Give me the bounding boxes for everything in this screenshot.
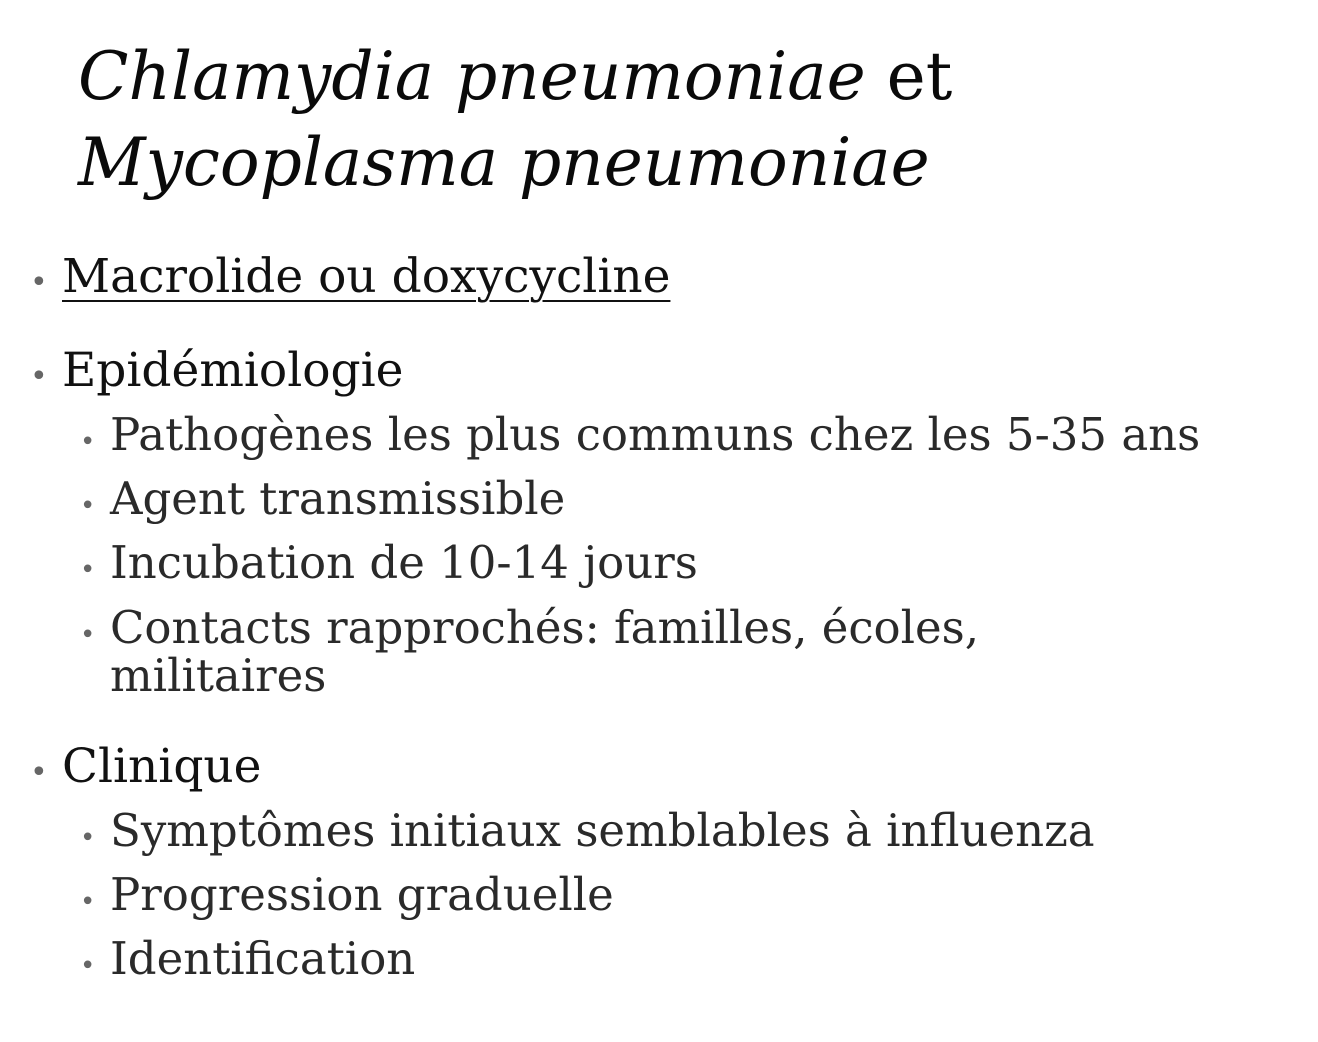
title-organism-2: Mycoplasma pneumoniae [78, 124, 930, 201]
bullet-marker: • [30, 359, 48, 394]
sub-bullet [80, 870, 614, 927]
sub-bullet-marker: • [80, 951, 96, 981]
sub-bullet [80, 934, 415, 991]
sub-bullet-marker: • [80, 823, 96, 853]
slide-title [78, 34, 1278, 206]
bullet-clinical [30, 740, 262, 800]
sub-bullet [80, 410, 1200, 467]
sub-bullet [80, 806, 1095, 863]
sub-bullet-text: Contacts rapprochés: familles, écoles, militaires [110, 601, 980, 702]
sub-bullet-text: Incubation de 10-14 jours [110, 536, 698, 589]
sub-bullet-marker: • [80, 555, 96, 585]
sub-bullet [80, 601, 1110, 702]
title-conjunction: et [865, 38, 953, 115]
sub-bullet-text: Pathogènes les plus communs chez les 5-35 ans [110, 408, 1201, 461]
sub-bullet-marker: • [80, 427, 96, 457]
sub-bullet-marker: • [80, 491, 96, 521]
bullet-text: Epidémiologie [62, 343, 404, 398]
sub-bullet-marker: • [80, 620, 96, 650]
bullet-text: Clinique [62, 739, 262, 794]
sub-bullet-text: Symptômes initiaux semblables à influenza [110, 804, 1095, 857]
bullet-treatment [30, 250, 670, 310]
sub-bullet-text: Identification [110, 932, 416, 985]
sub-bullet-text: Progression graduelle [110, 868, 614, 921]
sub-bullet-text: Agent transmissible [110, 472, 566, 525]
bullet-text: Macrolide ou doxycycline [62, 249, 671, 304]
title-organism-1: Chlamydia pneumoniae [78, 38, 866, 115]
sub-bullet [80, 538, 698, 595]
bullet-marker: • [30, 265, 48, 300]
sub-bullet [80, 474, 565, 531]
sub-bullet-marker: • [80, 887, 96, 917]
bullet-marker: • [30, 755, 48, 790]
bullet-epidemiology [30, 344, 403, 404]
